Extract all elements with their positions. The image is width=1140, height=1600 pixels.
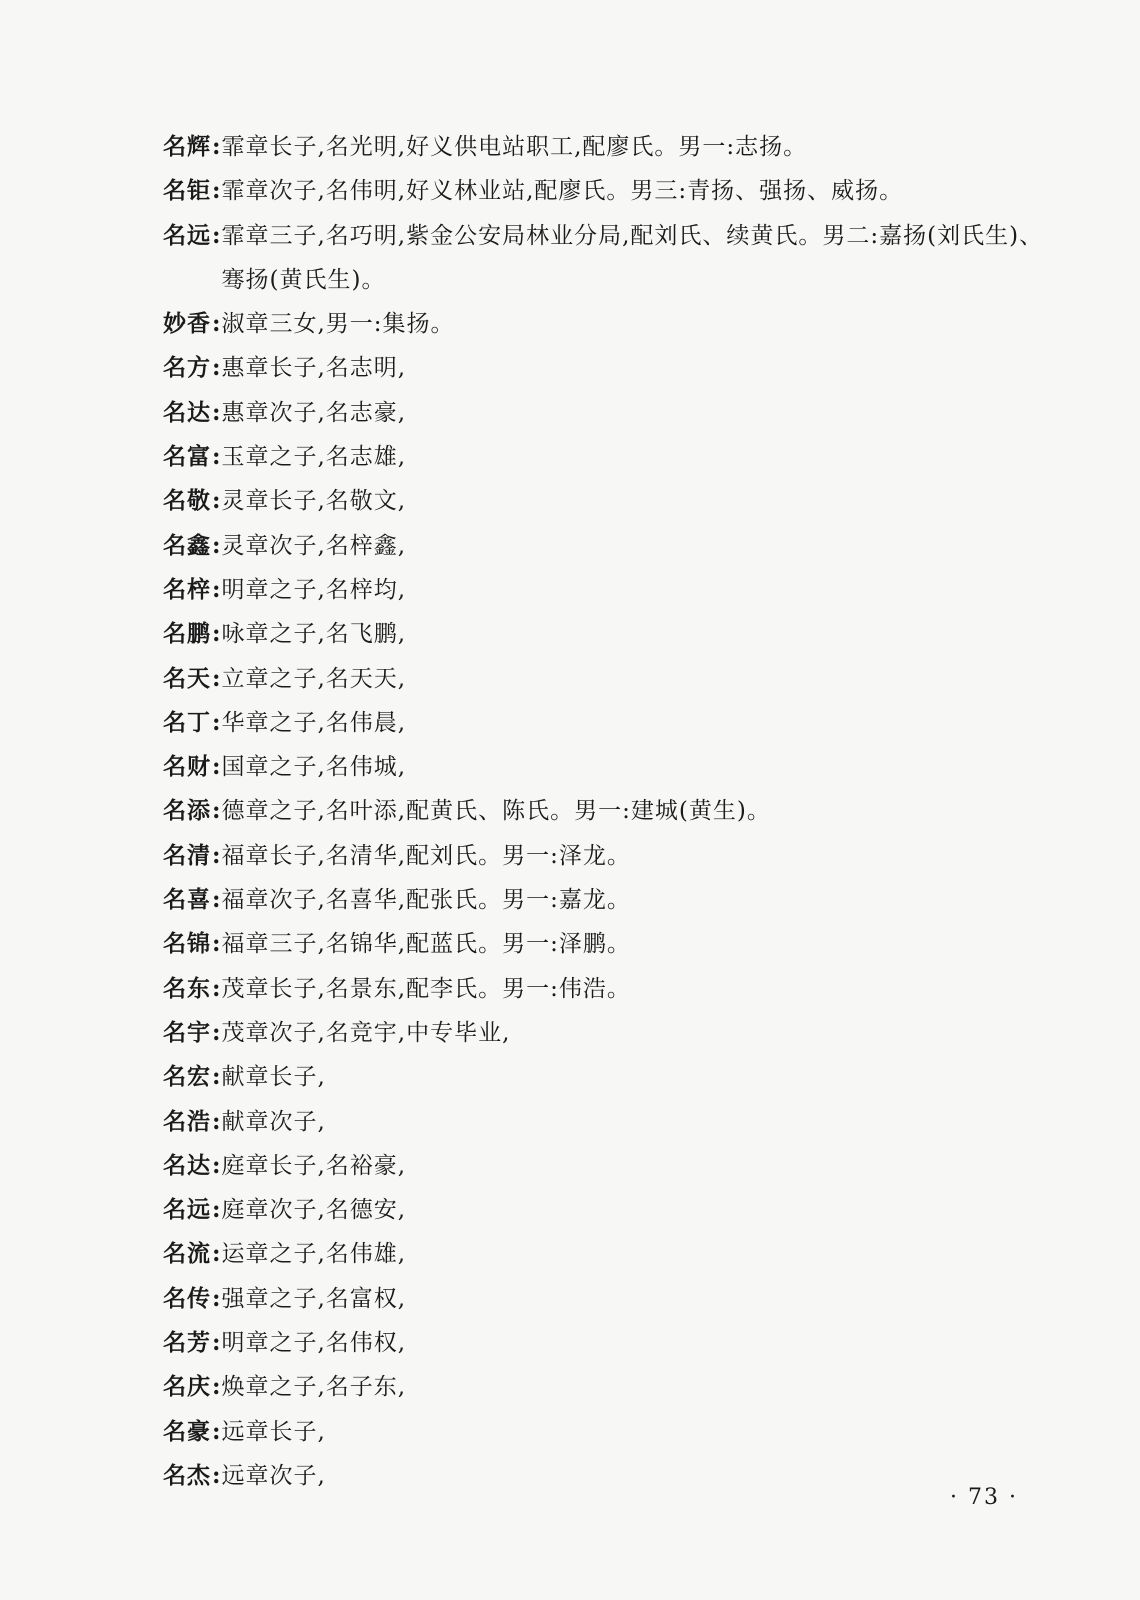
entry-separator: : xyxy=(212,575,221,603)
entry-name: 名辉 xyxy=(163,134,211,160)
entry-separator: : xyxy=(212,1107,221,1135)
entry-name: 名东 xyxy=(163,975,211,1002)
genealogy-entry xyxy=(163,1055,1063,1099)
genealogy-entry xyxy=(163,125,1063,169)
entry-description: 献章长子, xyxy=(221,1064,326,1091)
entry-separator: : xyxy=(212,664,221,692)
entry-name: 名鑫 xyxy=(163,532,211,559)
entry-description: 强章之子,名富权, xyxy=(221,1285,407,1312)
entry-description: 焕章之子,名子东, xyxy=(221,1374,407,1401)
entry-name: 名鹏 xyxy=(163,621,211,648)
entry-separator: : xyxy=(212,1284,221,1312)
entry-description: 霏章长子,名光明,好义供电站职工,配廖氏。男一:志扬。 xyxy=(221,134,808,160)
entry-separator: : xyxy=(212,974,221,1002)
genealogy-entry-list xyxy=(163,125,1063,1498)
entry-description: 霏章次子,名伟明,好义林业站,配廖氏。男三:青扬、强扬、威扬。 xyxy=(221,178,904,205)
genealogy-entry xyxy=(163,524,1063,568)
entry-description: 庭章长子,名裕豪, xyxy=(221,1152,407,1179)
entry-description: 运章之子,名伟雄, xyxy=(221,1241,407,1268)
genealogy-entry xyxy=(163,479,1063,523)
entry-separator: : xyxy=(212,930,221,958)
genealogy-entry xyxy=(163,967,1063,1011)
entry-name: 名远 xyxy=(163,1197,211,1224)
entry-separator: : xyxy=(212,1018,221,1046)
entry-name: 名敬 xyxy=(163,488,211,515)
entry-separator: : xyxy=(212,1196,221,1224)
entry-description: 国章之子,名伟城, xyxy=(221,754,407,781)
genealogy-entry xyxy=(163,302,1063,346)
entry-name: 名天 xyxy=(163,665,211,692)
genealogy-entry xyxy=(163,701,1063,745)
entry-separator: : xyxy=(212,1417,221,1445)
entry-separator: : xyxy=(212,797,221,825)
entry-name: 名钜 xyxy=(163,178,211,205)
entry-separator: : xyxy=(212,398,221,426)
entry-name: 名达 xyxy=(163,1152,211,1179)
genealogy-entry xyxy=(163,1277,1063,1321)
genealogy-entry xyxy=(163,391,1063,435)
entry-description: 明章之子,名梓均, xyxy=(221,576,407,603)
entry-name: 名芳 xyxy=(163,1330,211,1357)
entry-separator: : xyxy=(212,443,221,471)
genealogy-entry xyxy=(163,657,1063,701)
entry-separator: : xyxy=(212,133,221,160)
entry-name: 名方 xyxy=(163,355,211,382)
entry-separator: : xyxy=(212,620,221,648)
entry-name: 名远 xyxy=(163,222,211,249)
entry-name: 名浩 xyxy=(163,1108,211,1135)
entry-description: 华章之子,名伟晨, xyxy=(221,709,407,736)
genealogy-entry xyxy=(163,878,1063,922)
entry-description: 远章次子, xyxy=(221,1462,326,1489)
entry-description: 灵章长子,名敬文, xyxy=(221,488,407,515)
genealogy-entry xyxy=(163,1100,1063,1144)
entry-separator: : xyxy=(212,487,221,515)
genealogy-entry xyxy=(163,1410,1063,1454)
genealogy-entry xyxy=(163,346,1063,390)
genealogy-entry xyxy=(163,1365,1063,1409)
entry-description: 明章之子,名伟权, xyxy=(221,1330,407,1357)
entry-separator: : xyxy=(212,531,221,559)
genealogy-entry xyxy=(163,789,1063,833)
entry-description: 庭章次子,名德安, xyxy=(221,1197,407,1224)
entry-name: 名杰 xyxy=(163,1462,211,1489)
genealogy-entry xyxy=(163,922,1063,966)
entry-separator: : xyxy=(212,1240,221,1268)
entry-description: 茂章次子,名竞宇,中专毕业, xyxy=(221,1019,511,1046)
entry-name: 妙香 xyxy=(163,311,211,338)
entry-name: 名流 xyxy=(163,1241,211,1268)
genealogy-entry xyxy=(163,1232,1063,1276)
entry-description: 福章三子,名锦华,配蓝氏。男一:泽鹏。 xyxy=(221,931,631,958)
genealogy-entry xyxy=(163,745,1063,789)
entry-name: 名梓 xyxy=(163,576,211,603)
entry-description: 远章长子, xyxy=(221,1418,326,1445)
genealogy-entry xyxy=(163,1011,1063,1055)
entry-name: 名传 xyxy=(163,1285,211,1312)
genealogy-entry xyxy=(163,214,1063,303)
entry-separator: : xyxy=(212,708,221,736)
genealogy-entry xyxy=(163,169,1063,213)
genealogy-entry xyxy=(163,1454,1063,1498)
entry-description: 霏章三子,名巧明,紫金公安局林业分局,配刘氏、续黄氏。男二:嘉扬(刘氏生)、骞扬(黄氏生)。 xyxy=(221,222,1044,293)
entry-name: 名喜 xyxy=(163,887,211,914)
entry-name: 名锦 xyxy=(163,931,211,958)
page-number: · 73 · xyxy=(950,1485,1018,1510)
entry-separator: : xyxy=(212,886,221,914)
entry-name: 名宏 xyxy=(163,1064,211,1091)
entry-name: 名添 xyxy=(163,798,211,825)
entry-description: 惠章次子,名志豪, xyxy=(221,399,407,426)
entry-separator: : xyxy=(212,1063,221,1091)
entry-description: 淑章三女,男一:集扬。 xyxy=(221,311,455,338)
entry-description: 福章长子,名清华,配刘氏。男一:泽龙。 xyxy=(221,842,631,869)
entry-description: 茂章长子,名景东,配李氏。男一:伟浩。 xyxy=(221,975,631,1002)
entry-description: 灵章次子,名梓鑫, xyxy=(221,532,407,559)
genealogy-entry xyxy=(163,1144,1063,1188)
entry-name: 名富 xyxy=(163,444,211,471)
entry-separator: : xyxy=(212,354,221,382)
genealogy-entry xyxy=(163,568,1063,612)
entry-separator: : xyxy=(212,177,221,205)
entry-separator: : xyxy=(212,310,221,338)
entry-separator: : xyxy=(212,753,221,781)
entry-description: 献章次子, xyxy=(221,1108,326,1135)
entry-description: 玉章之子,名志雄, xyxy=(221,444,407,471)
entry-description: 立章之子,名天天, xyxy=(221,665,407,692)
entry-separator: : xyxy=(212,221,221,249)
genealogy-entry xyxy=(163,435,1063,479)
genealogy-entry xyxy=(163,612,1063,656)
entry-separator: : xyxy=(212,1329,221,1357)
entry-name: 名丁 xyxy=(163,709,211,736)
entry-name: 名达 xyxy=(163,399,211,426)
genealogy-entry xyxy=(163,834,1063,878)
entry-separator: : xyxy=(212,1461,221,1489)
entry-name: 名清 xyxy=(163,842,211,869)
entry-name: 名豪 xyxy=(163,1418,211,1445)
genealogy-entry xyxy=(163,1321,1063,1365)
entry-description: 福章次子,名喜华,配张氏。男一:嘉龙。 xyxy=(221,887,631,914)
entry-separator: : xyxy=(212,1151,221,1179)
genealogy-entry xyxy=(163,1188,1063,1232)
entry-name: 名宇 xyxy=(163,1019,211,1046)
entry-description: 惠章长子,名志明, xyxy=(221,355,407,382)
entry-name: 名财 xyxy=(163,754,211,781)
entry-description: 德章之子,名叶添,配黄氏、陈氏。男一:建城(黄生)。 xyxy=(221,798,771,825)
entry-separator: : xyxy=(212,841,221,869)
entry-description: 咏章之子,名飞鹏, xyxy=(221,621,407,648)
entry-name: 名庆 xyxy=(163,1374,211,1401)
entry-separator: : xyxy=(212,1373,221,1401)
